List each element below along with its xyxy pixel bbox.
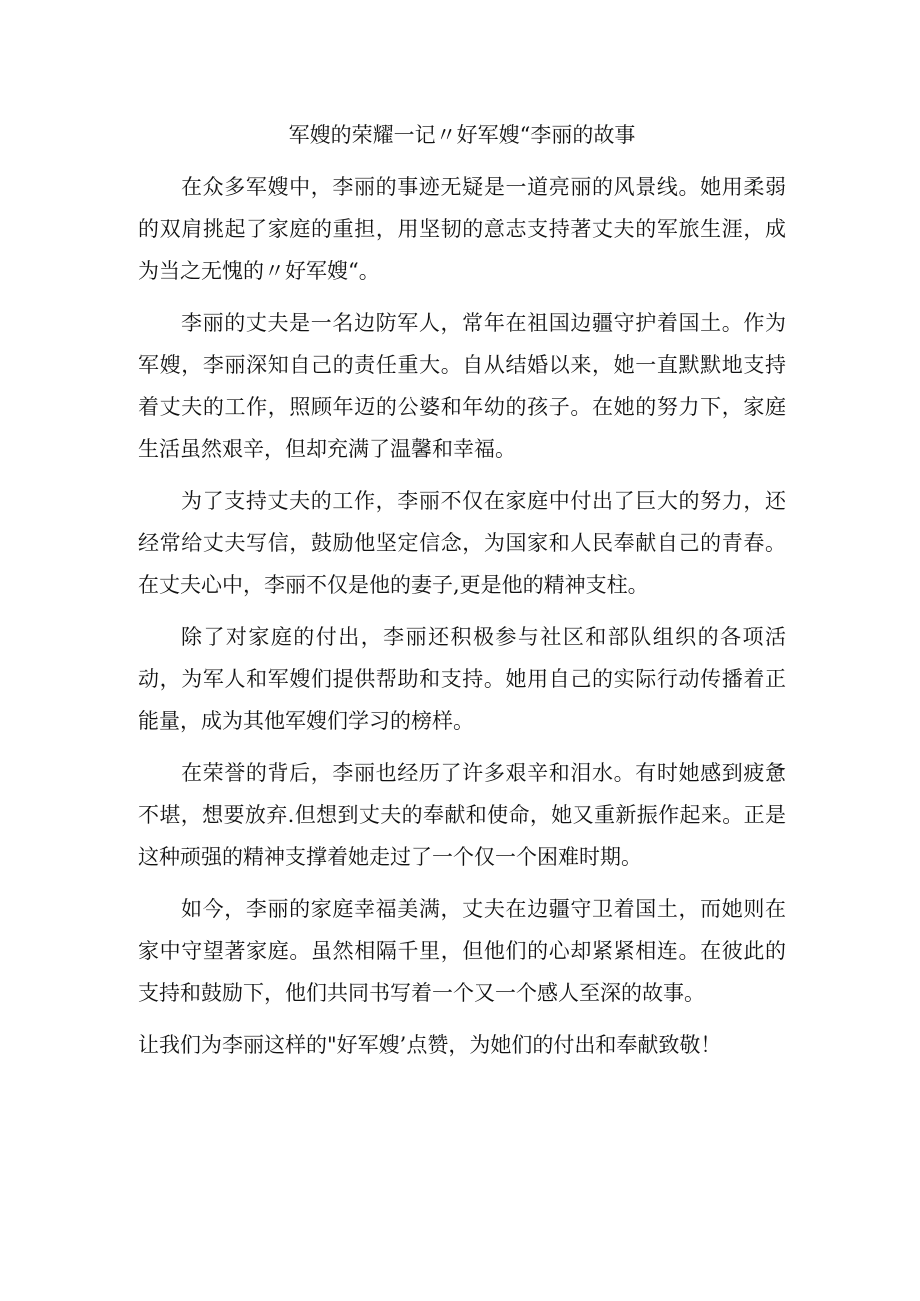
- document-body: [138, 118, 786, 1066]
- paragraph-1: 在众多军嫂中，李丽的事迹无疑是一道亮丽的风景线。她用柔弱的双肩挑起了家庭的重担，用坚韧的意志支持著丈夫的军旅生涯，成为当之无愧的〃好军嫂“。: [138, 175, 786, 283]
- paragraph-4: 除了对家庭的付出，李丽还积极参与社区和部队组织的各项活动，为军人和军嫂们提供帮助和支持。她用自己的实际行动传播着正能量，成为其他军嫂们学习的榜样。: [138, 625, 786, 733]
- paragraph-6: 如今，李丽的家庭幸福美满，丈夫在边疆守卫着国土，而她则在家中守望著家庭。虽然相隔千里，但他们的心却紧紧相连。在彼此的支持和鼓励下，他们共同书写着一个又一个感人至深的故事。: [138, 897, 786, 1005]
- paragraph-3: 为了支持丈夫的工作，李丽不仅在家庭中付出了巨大的努力，还经常给丈夫写信，鼓励他坚定信念，为国家和人民奉献自己的青春。在丈夫心中，李丽不仅是他的妻子,更是他的精神支柱。: [138, 489, 786, 597]
- paragraph-5: 在荣誉的背后，李丽也经历了许多艰辛和泪水。有时她感到疲惫不堪，想要放弃.但想到丈夫的奉献和使命，她又重新振作起来。正是这种顽强的精神支撑着她走过了一个仅一个困难时期。: [138, 761, 786, 869]
- paragraph-2: 李丽的丈夫是一名边防军人，常年在祖国边疆守护着国土。作为军嫂，李丽深知自己的责任重大。自从结婚以来，她一直默默地支持着丈夫的工作，照顾年迈的公婆和年幼的孩子。在她的努力下，家庭生活虽然艰辛，但却充满了温馨和幸福。: [138, 311, 786, 461]
- page-title: 军嫂的荣耀一记〃好军嫂“李丽的故事: [288, 123, 636, 147]
- closing-line: 让我们为李丽这样的"好军嫂’点赞，为她们的付出和奉献致敬！: [138, 1033, 722, 1057]
